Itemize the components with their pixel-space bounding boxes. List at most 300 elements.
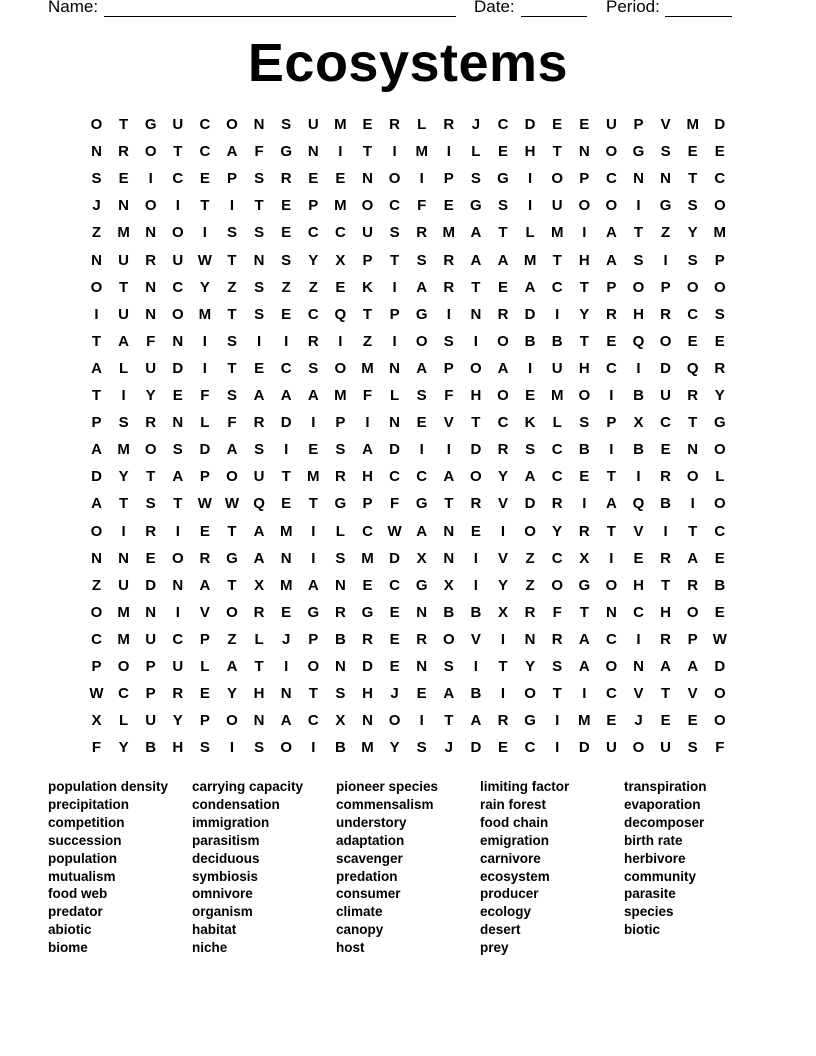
- grid-letter[interactable]: U: [145, 630, 157, 648]
- grid-letter[interactable]: S: [172, 441, 183, 459]
- grid-letter[interactable]: O: [578, 197, 591, 215]
- grid-letter[interactable]: L: [525, 224, 535, 242]
- grid-letter[interactable]: I: [175, 197, 180, 215]
- grid-letter[interactable]: C: [633, 603, 644, 621]
- grid-letter[interactable]: O: [388, 712, 401, 730]
- grid-letter[interactable]: C: [389, 197, 401, 215]
- grid-letter[interactable]: O: [171, 305, 184, 323]
- grid-letter[interactable]: A: [605, 251, 617, 269]
- grid-letter[interactable]: T: [552, 251, 562, 269]
- grid-letter[interactable]: T: [661, 576, 671, 594]
- grid-letter[interactable]: E: [497, 739, 508, 757]
- grid-letter[interactable]: V: [497, 495, 508, 513]
- grid-letter[interactable]: W: [387, 522, 402, 540]
- grid-letter[interactable]: T: [91, 387, 102, 404]
- grid-letter[interactable]: G: [361, 603, 374, 621]
- grid-letter[interactable]: X: [254, 576, 265, 594]
- grid-letter[interactable]: C: [334, 224, 346, 242]
- grid-letter[interactable]: I: [202, 332, 207, 350]
- grid-letter[interactable]: R: [307, 332, 319, 350]
- grid-letter[interactable]: K: [362, 278, 373, 296]
- grid-letter[interactable]: O: [171, 549, 184, 567]
- grid-letter[interactable]: Z: [525, 549, 535, 567]
- grid-letter[interactable]: T: [688, 522, 698, 540]
- grid-letter[interactable]: T: [606, 522, 616, 540]
- grid-letter[interactable]: P: [606, 278, 617, 296]
- grid-letter[interactable]: C: [389, 468, 401, 486]
- grid-letter[interactable]: O: [90, 116, 103, 133]
- grid-letter[interactable]: R: [389, 116, 401, 133]
- grid-letter[interactable]: J: [92, 197, 101, 215]
- grid-letter[interactable]: D: [524, 495, 536, 513]
- grid-letter[interactable]: O: [713, 495, 726, 513]
- grid-letter[interactable]: J: [282, 630, 291, 648]
- grid-letter[interactable]: V: [687, 685, 698, 703]
- grid-letter[interactable]: O: [388, 170, 401, 188]
- grid-letter[interactable]: Q: [632, 332, 645, 350]
- grid-letter[interactable]: S: [335, 441, 346, 459]
- grid-letter[interactable]: A: [416, 359, 428, 377]
- grid-letter[interactable]: W: [224, 495, 240, 513]
- grid-letter[interactable]: Q: [686, 359, 699, 377]
- grid-letter[interactable]: N: [443, 522, 455, 540]
- grid-letter[interactable]: R: [416, 224, 428, 242]
- grid-letter[interactable]: I: [311, 549, 316, 567]
- grid-letter[interactable]: Z: [281, 278, 291, 296]
- grid-letter[interactable]: Q: [632, 495, 645, 513]
- grid-letter[interactable]: P: [362, 251, 373, 269]
- grid-letter[interactable]: N: [91, 251, 102, 269]
- grid-letter[interactable]: H: [172, 739, 184, 757]
- grid-letter[interactable]: A: [443, 685, 455, 703]
- grid-letter[interactable]: R: [605, 305, 617, 323]
- grid-letter[interactable]: N: [172, 332, 184, 350]
- grid-letter[interactable]: R: [334, 468, 346, 486]
- grid-letter[interactable]: M: [117, 630, 130, 648]
- grid-letter[interactable]: D: [91, 468, 102, 486]
- grid-letter[interactable]: N: [172, 414, 184, 432]
- grid-letter[interactable]: O: [551, 170, 564, 188]
- grid-letter[interactable]: F: [417, 197, 427, 215]
- grid-letter[interactable]: E: [497, 143, 508, 161]
- grid-letter[interactable]: P: [91, 414, 102, 432]
- grid-letter[interactable]: M: [361, 359, 374, 377]
- grid-letter[interactable]: Y: [497, 468, 508, 486]
- grid-letter[interactable]: A: [226, 441, 238, 459]
- grid-letter[interactable]: O: [713, 685, 726, 703]
- grid-letter[interactable]: P: [606, 414, 617, 432]
- grid-letter[interactable]: S: [579, 414, 590, 432]
- grid-letter[interactable]: L: [200, 658, 210, 675]
- grid-letter[interactable]: C: [551, 468, 563, 486]
- grid-letter[interactable]: P: [199, 468, 210, 486]
- grid-letter[interactable]: I: [419, 441, 424, 459]
- grid-letter[interactable]: E: [362, 576, 373, 594]
- grid-letter[interactable]: W: [712, 630, 727, 648]
- grid-letter[interactable]: T: [227, 522, 237, 540]
- grid-letter[interactable]: R: [145, 251, 157, 269]
- grid-letter[interactable]: A: [199, 576, 211, 594]
- grid-letter[interactable]: E: [633, 549, 644, 567]
- grid-letter[interactable]: E: [606, 712, 617, 730]
- grid-letter[interactable]: N: [334, 576, 346, 594]
- grid-letter[interactable]: G: [280, 143, 293, 161]
- grid-letter[interactable]: G: [415, 576, 428, 594]
- grid-letter[interactable]: Y: [497, 576, 508, 594]
- grid-letter[interactable]: S: [91, 170, 102, 188]
- grid-letter[interactable]: R: [660, 630, 672, 648]
- grid-letter[interactable]: A: [687, 549, 699, 567]
- grid-letter[interactable]: G: [524, 712, 536, 730]
- grid-letter[interactable]: P: [714, 251, 725, 269]
- grid-letter[interactable]: F: [362, 387, 373, 404]
- grid-letter[interactable]: D: [280, 414, 292, 432]
- grid-letter[interactable]: I: [528, 170, 533, 188]
- grid-letter[interactable]: Y: [525, 658, 536, 675]
- grid-letter[interactable]: S: [254, 278, 265, 296]
- grid-letter[interactable]: I: [555, 305, 560, 323]
- grid-letter[interactable]: N: [145, 305, 157, 323]
- grid-letter[interactable]: C: [714, 522, 726, 540]
- grid-letter[interactable]: P: [199, 630, 210, 648]
- grid-letter[interactable]: M: [117, 441, 130, 459]
- grid-letter[interactable]: A: [497, 251, 509, 269]
- grid-letter[interactable]: N: [145, 603, 157, 621]
- grid-letter[interactable]: C: [524, 739, 536, 757]
- grid-letter[interactable]: O: [605, 143, 618, 161]
- grid-letter[interactable]: E: [199, 522, 210, 540]
- grid-letter[interactable]: O: [226, 603, 238, 621]
- grid-letter[interactable]: T: [606, 468, 616, 486]
- grid-letter[interactable]: A: [578, 630, 590, 648]
- grid-letter[interactable]: T: [173, 143, 183, 161]
- grid-letter[interactable]: B: [524, 332, 536, 350]
- grid-letter[interactable]: I: [229, 739, 235, 757]
- grid-letter[interactable]: O: [524, 685, 536, 703]
- grid-letter[interactable]: Z: [661, 224, 671, 242]
- grid-letter[interactable]: N: [307, 143, 319, 161]
- grid-letter[interactable]: S: [497, 197, 508, 215]
- grid-letter[interactable]: R: [497, 305, 509, 323]
- grid-letter[interactable]: N: [280, 549, 292, 567]
- period-blank[interactable]: [665, 16, 732, 17]
- grid-letter[interactable]: A: [172, 468, 184, 486]
- grid-letter[interactable]: O: [470, 359, 482, 377]
- grid-letter[interactable]: Q: [334, 305, 347, 323]
- grid-letter[interactable]: M: [307, 468, 320, 486]
- grid-letter[interactable]: I: [202, 359, 207, 377]
- grid-letter[interactable]: I: [257, 332, 262, 350]
- grid-letter[interactable]: U: [145, 359, 157, 377]
- grid-letter[interactable]: D: [524, 305, 536, 323]
- grid-letter[interactable]: E: [308, 170, 319, 188]
- grid-letter[interactable]: T: [498, 658, 508, 675]
- grid-letter[interactable]: T: [633, 224, 644, 242]
- grid-letter[interactable]: S: [281, 251, 292, 269]
- grid-letter[interactable]: T: [579, 278, 589, 296]
- grid-letter[interactable]: C: [497, 116, 509, 133]
- grid-letter[interactable]: O: [144, 143, 157, 161]
- grid-letter[interactable]: S: [335, 685, 346, 703]
- grid-letter[interactable]: R: [470, 495, 482, 513]
- grid-letter[interactable]: N: [633, 170, 644, 188]
- grid-letter[interactable]: O: [605, 576, 618, 594]
- grid-letter[interactable]: N: [416, 603, 428, 621]
- grid-letter[interactable]: N: [172, 576, 184, 594]
- grid-letter[interactable]: S: [226, 224, 237, 242]
- grid-letter[interactable]: I: [446, 441, 451, 459]
- grid-letter[interactable]: O: [659, 332, 672, 350]
- grid-letter[interactable]: A: [362, 441, 373, 459]
- grid-letter[interactable]: E: [389, 603, 400, 621]
- grid-letter[interactable]: U: [551, 359, 563, 377]
- grid-letter[interactable]: R: [362, 630, 373, 648]
- grid-letter[interactable]: P: [308, 197, 319, 215]
- grid-letter[interactable]: L: [471, 143, 481, 161]
- grid-letter[interactable]: N: [334, 658, 346, 675]
- grid-letter[interactable]: N: [660, 170, 672, 188]
- grid-letter[interactable]: E: [660, 712, 671, 730]
- grid-letter[interactable]: D: [389, 549, 401, 567]
- grid-letter[interactable]: H: [524, 143, 536, 161]
- grid-letter[interactable]: M: [713, 224, 727, 242]
- grid-letter[interactable]: E: [443, 197, 454, 215]
- grid-letter[interactable]: I: [636, 359, 641, 377]
- grid-letter[interactable]: I: [500, 630, 506, 648]
- grid-letter[interactable]: T: [227, 305, 237, 323]
- grid-letter[interactable]: T: [146, 468, 156, 486]
- grid-letter[interactable]: C: [172, 170, 184, 188]
- grid-letter[interactable]: N: [389, 359, 401, 377]
- grid-letter[interactable]: E: [416, 414, 427, 432]
- grid-letter[interactable]: Q: [253, 495, 265, 513]
- grid-letter[interactable]: T: [119, 495, 129, 513]
- grid-letter[interactable]: G: [226, 549, 238, 567]
- grid-letter[interactable]: B: [660, 495, 672, 513]
- grid-letter[interactable]: P: [633, 116, 644, 133]
- grid-letter[interactable]: O: [144, 441, 157, 459]
- grid-letter[interactable]: A: [280, 712, 292, 730]
- grid-letter[interactable]: M: [523, 251, 537, 269]
- grid-letter[interactable]: H: [633, 576, 644, 594]
- grid-letter[interactable]: A: [226, 143, 238, 161]
- grid-letter[interactable]: M: [686, 116, 699, 133]
- grid-letter[interactable]: Y: [308, 251, 319, 269]
- grid-letter[interactable]: D: [470, 441, 482, 459]
- grid-letter[interactable]: C: [497, 414, 509, 432]
- grid-letter[interactable]: I: [392, 278, 397, 296]
- grid-letter[interactable]: N: [362, 712, 373, 730]
- grid-letter[interactable]: T: [688, 170, 698, 188]
- grid-letter[interactable]: S: [254, 739, 265, 757]
- grid-letter[interactable]: G: [334, 495, 347, 513]
- grid-letter[interactable]: S: [525, 441, 536, 459]
- grid-letter[interactable]: T: [579, 603, 589, 621]
- grid-letter[interactable]: V: [199, 603, 210, 621]
- grid-letter[interactable]: Z: [362, 332, 373, 350]
- grid-letter[interactable]: T: [362, 143, 373, 161]
- grid-letter[interactable]: T: [471, 278, 481, 296]
- grid-letter[interactable]: U: [145, 712, 157, 730]
- grid-letter[interactable]: A: [307, 387, 319, 404]
- grid-letter[interactable]: S: [443, 658, 454, 675]
- grid-letter[interactable]: O: [605, 658, 618, 675]
- grid-letter[interactable]: G: [659, 197, 672, 215]
- grid-letter[interactable]: E: [281, 197, 292, 215]
- grid-letter[interactable]: Y: [118, 739, 129, 757]
- grid-letter[interactable]: C: [307, 305, 319, 323]
- grid-letter[interactable]: S: [226, 387, 237, 404]
- grid-letter[interactable]: H: [470, 387, 482, 404]
- grid-letter[interactable]: C: [687, 305, 699, 323]
- grid-letter[interactable]: G: [470, 197, 482, 215]
- grid-letter[interactable]: Y: [579, 305, 590, 323]
- grid-letter[interactable]: H: [362, 468, 373, 486]
- grid-letter[interactable]: L: [119, 712, 129, 730]
- grid-letter[interactable]: H: [660, 603, 672, 621]
- grid-letter[interactable]: U: [172, 658, 184, 675]
- grid-letter[interactable]: A: [578, 658, 590, 675]
- grid-letter[interactable]: C: [91, 630, 102, 648]
- grid-letter[interactable]: A: [524, 278, 536, 296]
- grid-letter[interactable]: I: [582, 495, 587, 513]
- grid-letter[interactable]: S: [416, 739, 427, 757]
- grid-letter[interactable]: G: [415, 495, 428, 513]
- grid-letter[interactable]: R: [118, 143, 130, 161]
- grid-letter[interactable]: S: [470, 170, 481, 188]
- grid-letter[interactable]: I: [419, 712, 424, 730]
- grid-letter[interactable]: B: [633, 387, 644, 404]
- grid-letter[interactable]: B: [145, 739, 157, 757]
- grid-letter[interactable]: F: [227, 414, 237, 432]
- grid-letter[interactable]: E: [362, 116, 373, 133]
- grid-letter[interactable]: A: [253, 549, 265, 567]
- grid-letter[interactable]: I: [148, 170, 153, 188]
- grid-letter[interactable]: T: [444, 712, 454, 730]
- grid-letter[interactable]: E: [687, 332, 698, 350]
- grid-letter[interactable]: N: [578, 143, 590, 161]
- grid-letter[interactable]: D: [199, 441, 211, 459]
- grid-letter[interactable]: U: [551, 197, 563, 215]
- grid-letter[interactable]: O: [334, 359, 347, 377]
- grid-letter[interactable]: N: [470, 305, 482, 323]
- grid-letter[interactable]: D: [470, 739, 482, 757]
- grid-letter[interactable]: I: [528, 197, 533, 215]
- grid-letter[interactable]: Z: [525, 576, 535, 594]
- grid-letter[interactable]: S: [552, 658, 563, 675]
- grid-letter[interactable]: I: [609, 387, 614, 404]
- grid-letter[interactable]: N: [633, 658, 644, 675]
- grid-letter[interactable]: I: [419, 170, 424, 188]
- grid-letter[interactable]: E: [199, 685, 210, 703]
- grid-letter[interactable]: M: [279, 522, 293, 540]
- grid-letter[interactable]: M: [361, 739, 374, 757]
- grid-letter[interactable]: X: [335, 251, 346, 269]
- grid-letter[interactable]: N: [280, 685, 292, 703]
- grid-letter[interactable]: I: [609, 441, 614, 459]
- grid-letter[interactable]: O: [117, 658, 130, 675]
- grid-letter[interactable]: N: [362, 170, 373, 188]
- grid-letter[interactable]: X: [443, 576, 454, 594]
- grid-letter[interactable]: R: [714, 359, 726, 377]
- grid-letter[interactable]: C: [307, 224, 319, 242]
- grid-letter[interactable]: M: [334, 116, 347, 133]
- grid-letter[interactable]: O: [524, 522, 536, 540]
- grid-letter[interactable]: R: [145, 414, 157, 432]
- grid-letter[interactable]: X: [91, 712, 102, 730]
- grid-letter[interactable]: Y: [389, 739, 400, 757]
- grid-letter[interactable]: I: [636, 468, 641, 486]
- grid-letter[interactable]: T: [119, 278, 129, 296]
- grid-letter[interactable]: B: [633, 441, 644, 459]
- grid-letter[interactable]: I: [636, 630, 641, 648]
- grid-letter[interactable]: U: [118, 576, 130, 594]
- grid-letter[interactable]: U: [362, 224, 373, 242]
- grid-letter[interactable]: O: [90, 603, 103, 621]
- grid-letter[interactable]: O: [713, 278, 726, 296]
- grid-letter[interactable]: F: [444, 387, 454, 404]
- grid-letter[interactable]: N: [389, 414, 401, 432]
- grid-letter[interactable]: E: [118, 170, 129, 188]
- grid-letter[interactable]: M: [578, 712, 591, 730]
- grid-letter[interactable]: S: [714, 305, 725, 323]
- grid-letter[interactable]: N: [91, 143, 102, 161]
- grid-letter[interactable]: O: [144, 197, 157, 215]
- grid-letter[interactable]: P: [226, 170, 237, 188]
- grid-letter[interactable]: W: [89, 685, 104, 703]
- grid-letter[interactable]: I: [121, 387, 126, 404]
- grid-letter[interactable]: Y: [145, 387, 156, 404]
- grid-letter[interactable]: I: [311, 522, 316, 540]
- grid-letter[interactable]: O: [578, 387, 591, 404]
- grid-letter[interactable]: E: [714, 143, 725, 161]
- grid-letter[interactable]: A: [443, 468, 455, 486]
- grid-letter[interactable]: M: [334, 387, 347, 404]
- grid-letter[interactable]: E: [416, 685, 427, 703]
- grid-letter[interactable]: R: [443, 116, 455, 133]
- grid-letter[interactable]: S: [660, 143, 671, 161]
- grid-letter[interactable]: P: [687, 630, 698, 648]
- grid-letter[interactable]: T: [552, 143, 562, 161]
- grid-letter[interactable]: L: [119, 359, 129, 377]
- grid-letter[interactable]: E: [145, 549, 156, 567]
- grid-letter[interactable]: N: [416, 658, 428, 675]
- grid-letter[interactable]: C: [172, 630, 184, 648]
- grid-letter[interactable]: T: [552, 685, 562, 703]
- grid-letter[interactable]: P: [579, 170, 590, 188]
- grid-letter[interactable]: C: [172, 278, 184, 296]
- grid-letter[interactable]: N: [118, 197, 130, 215]
- grid-letter[interactable]: U: [307, 116, 319, 133]
- grid-letter[interactable]: S: [145, 495, 156, 513]
- grid-letter[interactable]: I: [284, 441, 289, 459]
- grid-letter[interactable]: T: [91, 332, 102, 350]
- grid-letter[interactable]: N: [524, 630, 536, 648]
- grid-letter[interactable]: F: [91, 739, 102, 757]
- grid-letter[interactable]: R: [280, 170, 292, 188]
- grid-letter[interactable]: E: [470, 522, 481, 540]
- grid-letter[interactable]: P: [443, 359, 454, 377]
- grid-letter[interactable]: E: [552, 116, 563, 133]
- grid-letter[interactable]: B: [334, 630, 346, 648]
- grid-letter[interactable]: A: [253, 387, 265, 404]
- grid-letter[interactable]: R: [551, 495, 563, 513]
- grid-letter[interactable]: C: [307, 712, 319, 730]
- grid-letter[interactable]: O: [307, 658, 320, 675]
- grid-letter[interactable]: S: [335, 549, 346, 567]
- grid-letter[interactable]: A: [470, 224, 482, 242]
- grid-letter[interactable]: T: [254, 197, 264, 215]
